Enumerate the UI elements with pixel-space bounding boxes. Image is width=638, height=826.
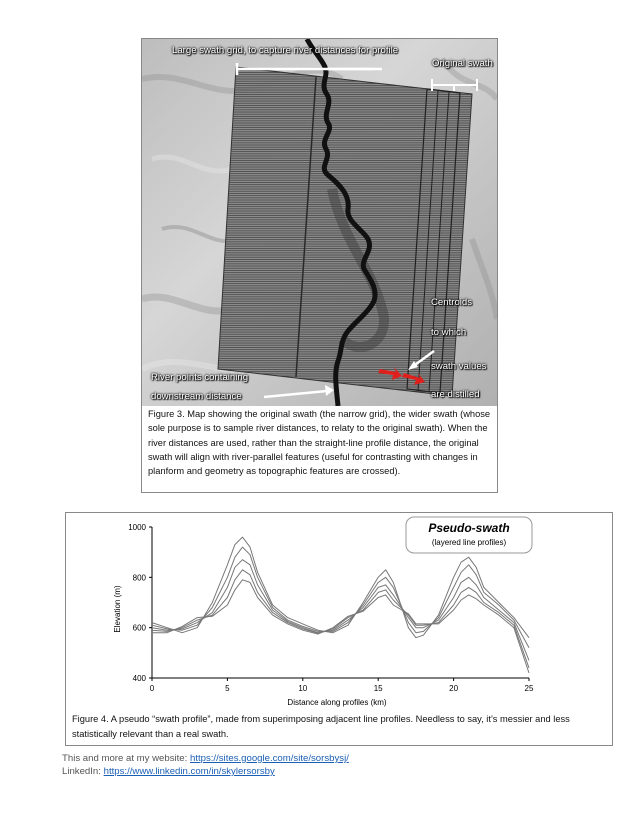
profile-line-3 [152,560,529,661]
original-swath-label: Original swath [432,58,493,69]
linkedin-line [62,765,349,778]
large-grid-label: Large swath grid, to capture river distances for profile [172,45,399,56]
swath-map [142,39,497,406]
x-tick-label: 25 [524,684,534,693]
chart-title: Pseudo-swath [428,521,510,535]
x-axis-label: Distance along profiles (km) [287,698,387,707]
y-axis-label: Elevation (m) [113,585,122,633]
x-tick-label: 0 [149,684,155,693]
y-tick-label: 400 [132,674,146,683]
figure-4 [65,512,613,746]
website-link[interactable]: https://sites.google.com/site/sorsbysj/ [189,753,349,764]
chart-subtitle: (layered line profiles) [431,538,507,547]
y-tick-label: 600 [132,623,146,633]
linkedin-link[interactable]: https://www.linkedin.com/in/skylersorsby [103,766,275,777]
chart-series [152,537,529,673]
x-tick-label: 5 [225,684,230,693]
website-line [62,752,349,765]
pseudo-swath-chart [66,513,612,708]
x-tick-label: 20 [449,684,459,693]
river-points-label-1: River points containing [151,372,249,383]
x-tick-label: 15 [373,684,383,693]
figure-4-caption: Figure 4. A pseudo “swath profile”, made from superimposing adjacent line profiles. Needless to say, it’s messier and less statistically relevant than a real swath. [72,714,570,739]
centroids-label-4: are distilled [431,389,480,400]
profile-line-5 [152,580,529,673]
centroids-label-3: swath values [431,361,487,372]
centroids-label-1: Centroids [431,297,473,308]
river-points-label-2: downstream distance [151,391,242,402]
footer [62,752,349,778]
swath-map-graphic [142,39,497,406]
y-tick-label: 800 [132,573,146,583]
figure-3-caption: Figure 3. Map showing the original swath (the narrow grid), the wider swath (whose sole purpose is to sample river distances, to relaty to the original swath). When the river distances are used, rather than the straight-line profile distance, the original swath will align with river-parallel features (useful for contrasting with changes in planform and geometry as topographic features are crossed). [148,409,491,477]
y-tick-label: 1000 [128,523,146,532]
centroids-label-2: to which [431,327,467,338]
website-prefix: This and more at my website: [62,753,190,764]
linkedin-prefix: LinkedIn: [62,766,104,777]
figure-3 [141,38,498,493]
profile-line-4 [152,570,529,668]
x-tick-label: 10 [298,684,308,693]
